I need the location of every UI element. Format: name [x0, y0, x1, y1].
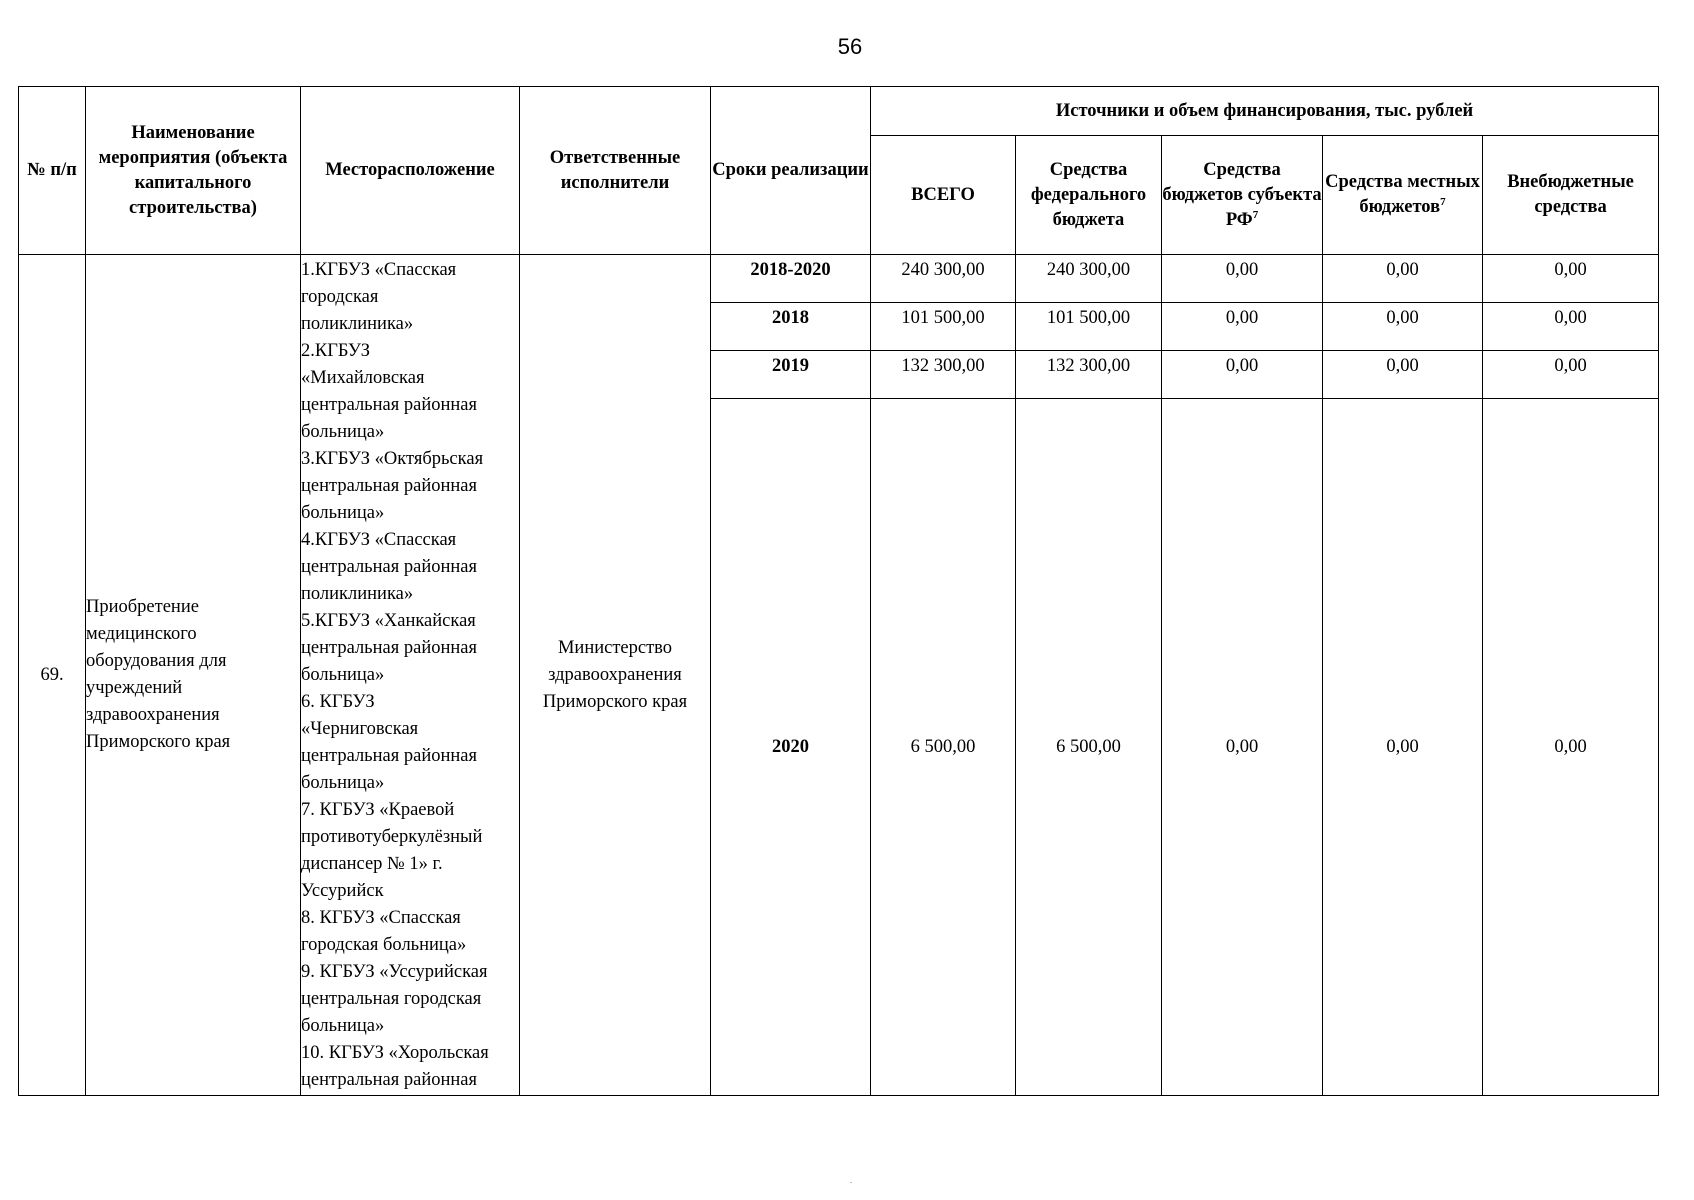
- federal-cell: 6 500,00: [1016, 399, 1162, 1096]
- header-local: Средства местных бюджетов$^7$: [1323, 136, 1483, 255]
- location-line: больница»: [301, 772, 385, 793]
- local-cell: 0,00: [1323, 255, 1483, 303]
- location-line: центральная городская: [301, 988, 482, 1009]
- row-responsible: Министерство здравоохранения Приморского края: [520, 255, 711, 1096]
- header-responsible: Ответственные исполнители: [520, 87, 711, 255]
- federal-cell: 132 300,00: [1016, 351, 1162, 399]
- financing-table: [18, 86, 1659, 1096]
- location-line: 4.КГБУЗ «Спасская: [301, 529, 457, 550]
- period-cell: 2019: [711, 351, 871, 399]
- header-total: ВСЕГО: [871, 136, 1016, 255]
- location-line: 3.КГБУЗ «Октябрьская: [301, 448, 484, 469]
- location-line: противотуберкулёзный: [301, 826, 483, 847]
- regional-cell: 0,00: [1162, 255, 1323, 303]
- local-cell: 0,00: [1323, 399, 1483, 1096]
- footnote-mark: 7: [1252, 208, 1259, 221]
- footnote-mark: 7: [1440, 195, 1446, 208]
- row-name: Приобретение медицинского оборудования для учреждений здравоохранения Приморского края: [86, 255, 301, 1096]
- row-number: 69.: [19, 255, 86, 1096]
- regional-cell: 0,00: [1162, 399, 1323, 1096]
- row-location: [301, 255, 520, 1096]
- location-line: 8. КГБУЗ «Спасская: [301, 907, 461, 928]
- total-cell: 240 300,00: [871, 255, 1016, 303]
- header-num: № п/п: [19, 87, 86, 255]
- location-line: центральная районная: [301, 394, 477, 415]
- location-line: 1.КГБУЗ «Спасская: [301, 259, 457, 280]
- federal-cell: 101 500,00: [1016, 303, 1162, 351]
- location-line: центральная районная: [301, 745, 477, 766]
- location-line: 9. КГБУЗ «Уссурийская: [301, 961, 488, 982]
- extra-cell: 0,00: [1483, 255, 1659, 303]
- location-line: поликлиника»: [301, 313, 414, 334]
- location-line: 2.КГБУЗ: [301, 340, 371, 361]
- location-line: 5.КГБУЗ «Ханкайская: [301, 610, 476, 631]
- period-cell: 2018: [711, 303, 871, 351]
- location-line: 10. КГБУЗ «Хорольская: [301, 1042, 489, 1063]
- location-line: центральная районная: [301, 556, 477, 577]
- page-number: 56: [837, 34, 863, 59]
- location-line: «Черниговская: [301, 718, 419, 739]
- location-line: городская: [301, 286, 379, 307]
- location-line: 7. КГБУЗ «Краевой: [301, 799, 455, 820]
- location-line: диспансер № 1» г.: [301, 853, 443, 874]
- local-cell: 0,00: [1323, 351, 1483, 399]
- extra-cell: 0,00: [1483, 399, 1659, 1096]
- period-cell: 2018-2020: [711, 255, 871, 303]
- location-line: больница»: [301, 502, 385, 523]
- header-name: Наименование мероприятия (объекта капитального строительства): [86, 87, 301, 255]
- regional-cell: 0,00: [1162, 303, 1323, 351]
- location-line: больница»: [301, 664, 385, 685]
- scan-speck: [850, 1182, 852, 1183]
- extra-cell: 0,00: [1483, 351, 1659, 399]
- location-line: больница»: [301, 421, 385, 442]
- period-cell: 2020: [711, 399, 871, 1096]
- total-cell: 6 500,00: [871, 399, 1016, 1096]
- total-cell: 132 300,00: [871, 351, 1016, 399]
- location-line: Уссурийск: [301, 880, 384, 901]
- header-federal: Средства федерального бюджета: [1016, 136, 1162, 255]
- location-line: центральная районная: [301, 1069, 477, 1090]
- total-cell: 101 500,00: [871, 303, 1016, 351]
- header-location: Месторасположение: [301, 87, 520, 255]
- location-line: «Михайловская: [301, 367, 425, 388]
- location-line: больница»: [301, 1015, 385, 1036]
- location-line: центральная районная: [301, 475, 477, 496]
- header-regional: Средства бюджетов субъекта $РФ^7$: [1162, 136, 1323, 255]
- header-sources: Источники и объем финансирования, тыс. рублей: [871, 87, 1659, 136]
- location-line: поликлиника»: [301, 583, 414, 604]
- local-cell: 0,00: [1323, 303, 1483, 351]
- header-period: Сроки реализации: [711, 87, 871, 255]
- location-line: 6. КГБУЗ: [301, 691, 375, 712]
- regional-cell: 0,00: [1162, 351, 1323, 399]
- table-row: [19, 255, 1659, 303]
- extra-cell: 0,00: [1483, 303, 1659, 351]
- location-line: центральная районная: [301, 637, 477, 658]
- header-extra: Внебюджетные средства: [1483, 136, 1659, 255]
- location-line: городская больница»: [301, 934, 467, 955]
- federal-cell: 240 300,00: [1016, 255, 1162, 303]
